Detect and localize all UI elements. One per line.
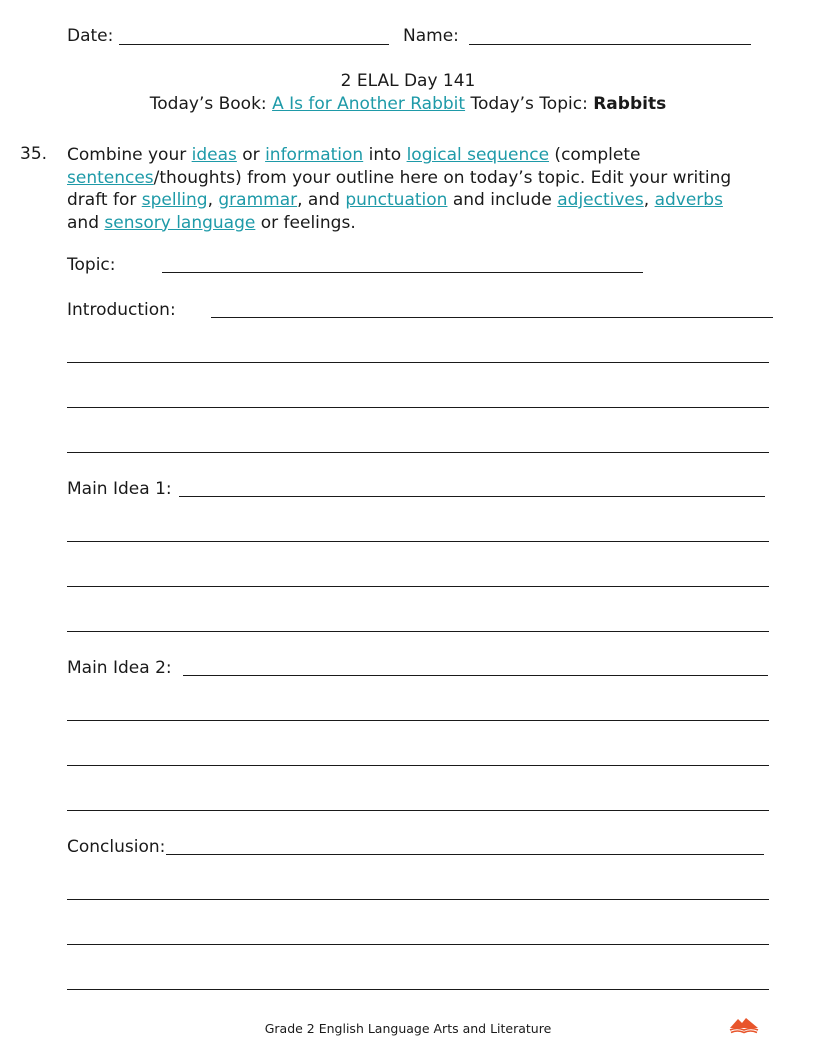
grammar-link[interactable]: grammar [218,190,298,210]
writing-line[interactable] [67,407,769,408]
conclusion-line[interactable] [166,854,764,855]
instr-text-3: into [363,145,407,165]
instr-text-9: , [643,190,655,210]
adjectives-link[interactable]: adjectives [557,190,644,210]
topic-label: Today’s Topic: [470,94,588,114]
punctuation-link[interactable]: punctuation [345,190,448,210]
conclusion-field-label: Conclusion: [67,837,166,857]
introduction-field-label: Introduction: [67,300,176,320]
instr-text-2: or [236,145,266,165]
topic-field-label: Topic: [67,255,116,275]
writing-line[interactable] [67,720,769,721]
sensory-language-link[interactable]: sensory language [104,212,256,233]
book-label: Today’s Book: [149,94,267,114]
adverbs-link[interactable]: adverbs [654,190,723,210]
topic-name: Rabbits [593,94,667,114]
introduction-line[interactable] [211,317,773,318]
main-idea-2-field-label: Main Idea 2: [67,658,172,678]
instr-text-6: , [207,190,219,210]
instr-text-1: Combine your [67,145,192,165]
title-line-2 [0,93,816,116]
name-blank[interactable] [469,44,751,45]
instr-text-8: and include [447,190,558,210]
writing-line[interactable] [67,944,769,945]
instr-text-5: /thoughts) from your outline here on today’s topic. Edit your writing draft for [67,167,732,210]
writing-line[interactable] [67,452,769,453]
mountain-book-logo-icon [728,1014,760,1034]
information-link[interactable]: information [265,145,364,165]
spelling-link[interactable]: spelling [141,190,208,210]
instr-text-4: (complete [549,145,641,165]
writing-line[interactable] [67,541,769,542]
page-footer: Grade 2 English Language Arts and Literature [264,1021,552,1036]
writing-line[interactable] [67,362,769,363]
writing-line[interactable] [67,631,769,632]
topic-line[interactable] [162,272,643,273]
instr-text-11: or feelings. [255,212,356,233]
ideas-link[interactable]: ideas [191,145,237,165]
writing-line[interactable] [67,765,769,766]
instr-text-10: and [67,212,105,233]
date-label: Date: [67,26,114,46]
main-idea-2-line[interactable] [183,675,768,676]
main-idea-1-line[interactable] [179,496,765,497]
date-blank[interactable] [119,44,389,45]
sentences-link[interactable]: sentences [67,167,154,188]
logical-sequence-link[interactable]: logical sequence [406,145,550,165]
writing-line[interactable] [67,810,769,811]
writing-line[interactable] [67,586,769,587]
name-label: Name: [403,26,459,46]
writing-line[interactable] [67,899,769,900]
question-number: 35. [20,144,48,164]
title-line-1: 2 ELAL Day 141 [340,71,476,91]
instr-text-7: , and [297,190,346,210]
writing-line[interactable] [67,989,769,990]
header-row [67,24,757,50]
main-idea-1-field-label: Main Idea 1: [67,479,172,499]
question-instructions [67,144,757,234]
book-title-link[interactable]: A Is for Another Rabbit [272,94,466,114]
page-title [0,70,816,116]
